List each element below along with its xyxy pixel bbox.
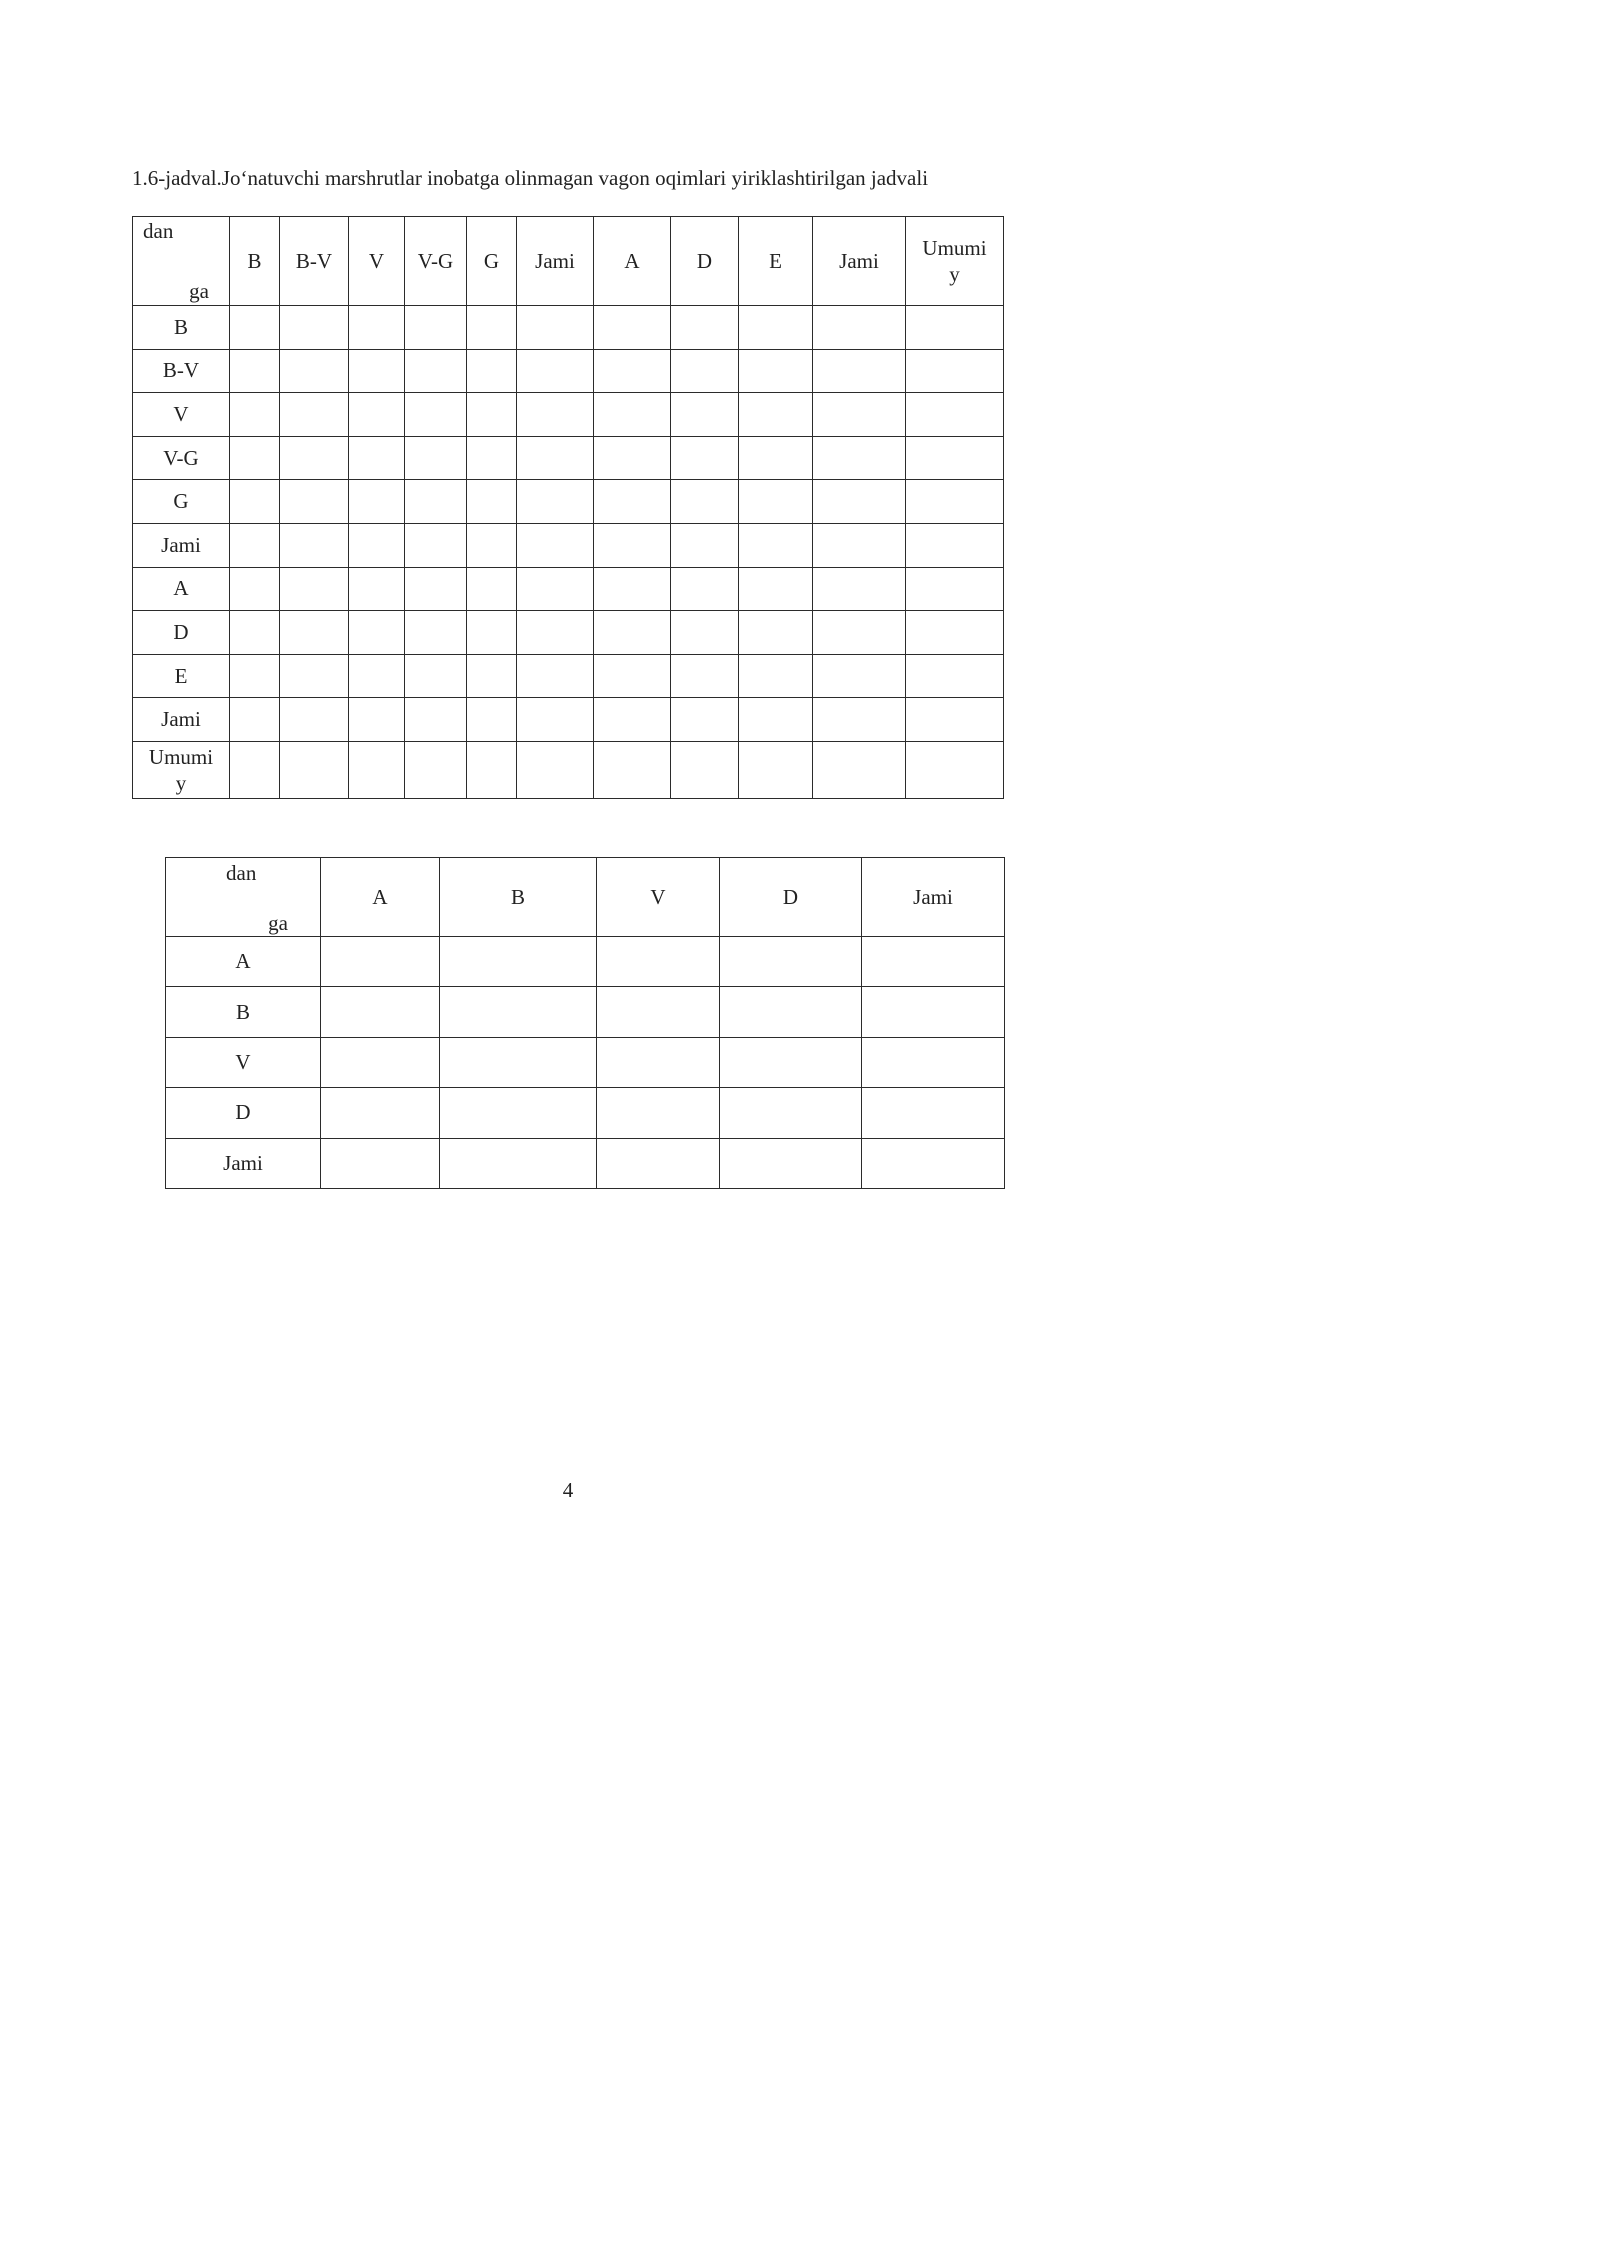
table-cell [467, 654, 517, 698]
table-cell [440, 987, 597, 1037]
table-cell [813, 611, 906, 655]
table-row [133, 611, 1004, 655]
table-cell [906, 654, 1004, 698]
row-header: V-G [133, 436, 230, 480]
table-cell [230, 393, 280, 437]
table-cell [594, 654, 671, 698]
table-cell [739, 436, 813, 480]
table-cell [813, 480, 906, 524]
table-cell [230, 741, 280, 798]
table-cell [594, 741, 671, 798]
table-cell [906, 567, 1004, 611]
table-cell [517, 523, 594, 567]
table-cell [440, 937, 597, 987]
vagon-flow-table [132, 216, 1004, 799]
table-cell [405, 393, 467, 437]
table-cell [739, 480, 813, 524]
table-cell [467, 523, 517, 567]
table-cell [813, 654, 906, 698]
table-cell [594, 698, 671, 742]
table-cell [671, 698, 739, 742]
table-cell [671, 567, 739, 611]
table-cell [813, 393, 906, 437]
table-cell [739, 567, 813, 611]
column-header: V-G [405, 217, 467, 306]
table-cell [467, 567, 517, 611]
table-row [166, 1037, 1005, 1087]
table-cell [671, 436, 739, 480]
table-row [133, 480, 1004, 524]
row-header: G [133, 480, 230, 524]
table-row [133, 741, 1004, 798]
corner-header-cell [133, 217, 230, 306]
table-cell [597, 1037, 720, 1087]
table-cell [405, 523, 467, 567]
table-cell [440, 1088, 597, 1138]
row-header: V [166, 1037, 321, 1087]
corner-to-label: ga [189, 279, 209, 303]
table-cell [349, 567, 405, 611]
table-cell [321, 1037, 440, 1087]
table-cell [517, 436, 594, 480]
row-header: A [166, 937, 321, 987]
table-cell [467, 480, 517, 524]
table-cell [671, 741, 739, 798]
table-row [133, 436, 1004, 480]
table-cell [280, 436, 349, 480]
table-cell [671, 349, 739, 393]
table-cell [739, 698, 813, 742]
table-cell [739, 393, 813, 437]
table-cell [467, 698, 517, 742]
corner-from-label: dan [143, 219, 174, 243]
table-cell [405, 698, 467, 742]
table-cell [349, 306, 405, 350]
table-cell [405, 436, 467, 480]
table-cell [906, 306, 1004, 350]
table-cell [280, 654, 349, 698]
table-cell [467, 393, 517, 437]
table-cell [349, 523, 405, 567]
column-header: D [720, 858, 862, 937]
table-cell [597, 1088, 720, 1138]
table-cell [517, 611, 594, 655]
table-header-row [166, 858, 1005, 937]
row-header: B-V [133, 349, 230, 393]
table-cell [405, 611, 467, 655]
table-cell [594, 393, 671, 437]
row-header: V [133, 393, 230, 437]
table-cell [720, 937, 862, 987]
table-cell [671, 523, 739, 567]
table-row [133, 349, 1004, 393]
row-header: D [166, 1088, 321, 1138]
table-row [133, 654, 1004, 698]
table-cell [517, 480, 594, 524]
row-header: Jami [133, 523, 230, 567]
column-header: B [440, 858, 597, 937]
table-cell [405, 349, 467, 393]
row-header-total [133, 741, 230, 798]
table-cell [517, 567, 594, 611]
table-row [133, 306, 1004, 350]
corner-header-cell [166, 858, 321, 937]
table-cell [862, 937, 1005, 987]
table-cell [517, 306, 594, 350]
table-cell [517, 741, 594, 798]
column-header: B [230, 217, 280, 306]
table-cell [671, 306, 739, 350]
column-header: V [597, 858, 720, 937]
table-cell [467, 741, 517, 798]
table-cell [280, 306, 349, 350]
table-row [166, 987, 1005, 1037]
column-header: D [671, 217, 739, 306]
table-cell [280, 349, 349, 393]
table-cell [739, 741, 813, 798]
table-cell [739, 306, 813, 350]
table-cell [906, 480, 1004, 524]
table-row [133, 698, 1004, 742]
row-header: Jami [166, 1138, 321, 1188]
table-cell [720, 987, 862, 1037]
table-cell [230, 654, 280, 698]
row-header: D [133, 611, 230, 655]
table-cell [862, 1138, 1005, 1188]
table-cell [671, 393, 739, 437]
table-cell [594, 567, 671, 611]
column-header: Jami [862, 858, 1005, 937]
column-header: Jami [813, 217, 906, 306]
table-cell [230, 480, 280, 524]
table-cell [349, 480, 405, 524]
table-row [166, 1138, 1005, 1188]
table-cell [906, 523, 1004, 567]
table-cell [813, 698, 906, 742]
table-cell [597, 987, 720, 1037]
table-row [133, 393, 1004, 437]
table-row [133, 567, 1004, 611]
row-header: A [133, 567, 230, 611]
table-cell [517, 698, 594, 742]
table-cell [594, 349, 671, 393]
table-cell [862, 987, 1005, 1037]
table-cell [671, 611, 739, 655]
table-cell [813, 567, 906, 611]
corner-to-label: ga [268, 911, 288, 935]
table-cell [405, 306, 467, 350]
table-cell [594, 480, 671, 524]
table-cell [280, 567, 349, 611]
summary-flow-table [165, 857, 1005, 1189]
table-cell [440, 1037, 597, 1087]
table-cell [813, 741, 906, 798]
table-cell [467, 349, 517, 393]
table-cell [594, 611, 671, 655]
table-cell [230, 306, 280, 350]
table-cell [349, 698, 405, 742]
table-row [166, 937, 1005, 987]
corner-from-label: dan [226, 861, 257, 885]
table-cell [517, 349, 594, 393]
table-cell [906, 698, 1004, 742]
row-header-label: Umumi y [148, 744, 214, 795]
table-cell [349, 436, 405, 480]
table-cell [739, 654, 813, 698]
table-cell [321, 1138, 440, 1188]
table-cell [671, 654, 739, 698]
table-cell [906, 349, 1004, 393]
column-header: V [349, 217, 405, 306]
table-cell [597, 1138, 720, 1188]
table-cell [906, 741, 1004, 798]
table-cell [321, 1088, 440, 1138]
table-cell [467, 436, 517, 480]
table-cell [594, 306, 671, 350]
table-row [166, 1088, 1005, 1138]
column-header-label: Umumi y [922, 236, 987, 286]
table-cell [813, 349, 906, 393]
table-cell [280, 611, 349, 655]
page-number: 4 [562, 1478, 574, 1502]
table-cell [230, 349, 280, 393]
table-cell [321, 987, 440, 1037]
column-header: A [594, 217, 671, 306]
column-header: Jami [517, 217, 594, 306]
table-caption: 1.6-jadval.Jo‘natuvchi marshrutlar inobatga olinmagan vagon oqimlari yiriklashtirilgan jadvali [132, 166, 929, 190]
table-cell [597, 937, 720, 987]
row-header: B [133, 306, 230, 350]
table-cell [280, 741, 349, 798]
table-cell [349, 349, 405, 393]
table-cell [230, 523, 280, 567]
column-header: B-V [280, 217, 349, 306]
table-cell [671, 480, 739, 524]
column-header: G [467, 217, 517, 306]
table-cell [720, 1138, 862, 1188]
table-cell [349, 393, 405, 437]
table-cell [349, 654, 405, 698]
table-cell [230, 436, 280, 480]
table-row [133, 523, 1004, 567]
table-header-row [133, 217, 1004, 306]
row-header: E [133, 654, 230, 698]
table-cell [467, 306, 517, 350]
table-cell [280, 698, 349, 742]
table-cell [321, 937, 440, 987]
table-cell [230, 567, 280, 611]
table-cell [720, 1037, 862, 1087]
table-cell [467, 611, 517, 655]
row-header: B [166, 987, 321, 1037]
table-cell [862, 1037, 1005, 1087]
table-cell [280, 393, 349, 437]
column-header-total [906, 217, 1004, 306]
table-cell [594, 523, 671, 567]
table-cell [813, 306, 906, 350]
table-cell [230, 698, 280, 742]
row-header: Jami [133, 698, 230, 742]
table-cell [594, 436, 671, 480]
table-cell [906, 393, 1004, 437]
column-header: A [321, 858, 440, 937]
table-cell [906, 611, 1004, 655]
table-cell [280, 480, 349, 524]
table-cell [405, 567, 467, 611]
table-cell [813, 436, 906, 480]
table-cell [739, 523, 813, 567]
table-cell [862, 1088, 1005, 1138]
table-cell [720, 1088, 862, 1138]
table-cell [405, 654, 467, 698]
table-cell [906, 436, 1004, 480]
column-header: E [739, 217, 813, 306]
table-cell [517, 393, 594, 437]
table-cell [349, 611, 405, 655]
table-cell [349, 741, 405, 798]
table-cell [739, 611, 813, 655]
table-cell [405, 741, 467, 798]
table-cell [280, 523, 349, 567]
table-cell [405, 480, 467, 524]
table-cell [230, 611, 280, 655]
table-cell [440, 1138, 597, 1188]
table-cell [517, 654, 594, 698]
table-cell [813, 523, 906, 567]
table-cell [739, 349, 813, 393]
